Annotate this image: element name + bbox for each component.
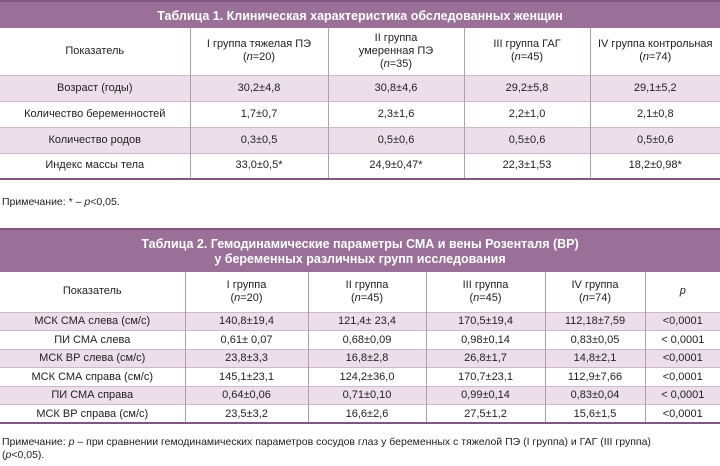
table-2-header-row	[0, 272, 720, 312]
table-row	[0, 75, 720, 101]
column-header: Показатель	[0, 28, 190, 75]
table-cell: 0,64±0,06	[185, 386, 308, 405]
table-row	[0, 153, 720, 179]
table-2-grid	[0, 272, 720, 424]
table-cell: 112,9±7,66	[545, 368, 645, 387]
table-cell: 1,7±0,7	[190, 101, 328, 127]
table-cell: 18,2±0,98*	[590, 153, 720, 179]
table-1-title: Таблица 1. Клиническая характеристика обследованных женщин	[0, 0, 720, 28]
table-cell: 121,4± 23,4	[308, 312, 426, 331]
table-1-grid	[0, 28, 720, 180]
row-label: Возраст (годы)	[0, 75, 190, 101]
column-header: III группа (n=45)	[426, 272, 545, 312]
table-cell: < 0,0001	[645, 331, 720, 350]
table-cell: 0,83±0,05	[545, 331, 645, 350]
table-row	[0, 386, 720, 405]
table-cell: 33,0±0,5*	[190, 153, 328, 179]
table-row	[0, 349, 720, 368]
table-cell: 15,6±1,5	[545, 405, 645, 424]
table-cell: 26,8±1,7	[426, 349, 545, 368]
table-cell: 2,2±1,0	[464, 101, 590, 127]
table-cell: <0,0001	[645, 368, 720, 387]
table-2	[0, 228, 720, 424]
row-label: МСК СМА слева (см/с)	[0, 312, 185, 331]
column-header: Показатель	[0, 272, 185, 312]
table-cell: <0,0001	[645, 312, 720, 331]
table-cell: 0,98±0,14	[426, 331, 545, 350]
table-cell: 0,83±0,04	[545, 386, 645, 405]
table-cell: 0,61± 0,07	[185, 331, 308, 350]
column-header: I группа (n=20)	[185, 272, 308, 312]
row-label: Индекс массы тела	[0, 153, 190, 179]
table-1-note: Примечание: * – p<0,05.	[2, 196, 120, 208]
row-label: МСК ВР слева (см/с)	[0, 349, 185, 368]
table-row	[0, 101, 720, 127]
table-cell: 14,8±2,1	[545, 349, 645, 368]
table-cell: 0,5±0,6	[464, 127, 590, 153]
column-header: II группа (n=45)	[308, 272, 426, 312]
column-header: IV группа (n=74)	[545, 272, 645, 312]
table-2-note: Примечание: p – при сравнении гемодинамических параметров сосудов глаз у беременных с тяжелой ПЭ (I группа) и ГАГ (III группа) (p<0,05).	[2, 436, 651, 461]
column-header: II группа умеренная ПЭ (n=35)	[328, 28, 464, 75]
table-cell: 0,99±0,14	[426, 386, 545, 405]
table-cell: 29,2±5,8	[464, 75, 590, 101]
table-cell: 2,3±1,6	[328, 101, 464, 127]
table-cell: 0,5±0,6	[328, 127, 464, 153]
table-cell: 30,2±4,8	[190, 75, 328, 101]
table-cell: 0,5±0,6	[590, 127, 720, 153]
column-header: I группа тяжелая ПЭ (n=20)	[190, 28, 328, 75]
row-label: МСК ВР справа (см/с)	[0, 405, 185, 424]
table-row	[0, 405, 720, 424]
table-cell: 112,18±7,59	[545, 312, 645, 331]
table-row	[0, 331, 720, 350]
row-label: Количество родов	[0, 127, 190, 153]
table-cell: 16,8±2,8	[308, 349, 426, 368]
table-cell: 16,6±2,6	[308, 405, 426, 424]
column-header: p	[645, 272, 720, 312]
table-cell: <0,0001	[645, 349, 720, 368]
column-header: III группа ГАГ (n=45)	[464, 28, 590, 75]
table-cell: 29,1±5,2	[590, 75, 720, 101]
table-row	[0, 368, 720, 387]
table-cell: 124,2±36,0	[308, 368, 426, 387]
table-cell: 23,8±3,3	[185, 349, 308, 368]
row-label: ПИ СМА слева	[0, 331, 185, 350]
table-cell: 23,5±3,2	[185, 405, 308, 424]
table-cell: 0,3±0,5	[190, 127, 328, 153]
table-cell: 140,8±19,4	[185, 312, 308, 331]
table-row	[0, 312, 720, 331]
row-label: ПИ СМА справа	[0, 386, 185, 405]
row-label: МСК СМА справа (см/с)	[0, 368, 185, 387]
table-1	[0, 0, 720, 180]
table-cell: 145,1±23,1	[185, 368, 308, 387]
table-cell: 0,71±0,10	[308, 386, 426, 405]
table-cell: < 0,0001	[645, 386, 720, 405]
row-label: Количество беременностей	[0, 101, 190, 127]
table-1-header-row	[0, 28, 720, 75]
table-row	[0, 127, 720, 153]
table-cell: <0,0001	[645, 405, 720, 424]
table-2-title: Таблица 2. Гемодинамические параметры СМА и вены Розенталя (ВР) у беременных различных групп исследования	[0, 228, 720, 272]
table-cell: 30,8±4,6	[328, 75, 464, 101]
table-cell: 170,7±23,1	[426, 368, 545, 387]
table-cell: 170,5±19,4	[426, 312, 545, 331]
table-cell: 0,68±0,09	[308, 331, 426, 350]
table-cell: 27,5±1,2	[426, 405, 545, 424]
table-cell: 24,9±0,47*	[328, 153, 464, 179]
table-cell: 22,3±1,53	[464, 153, 590, 179]
column-header: IV группа контрольная (n=74)	[590, 28, 720, 75]
table-cell: 2,1±0,8	[590, 101, 720, 127]
